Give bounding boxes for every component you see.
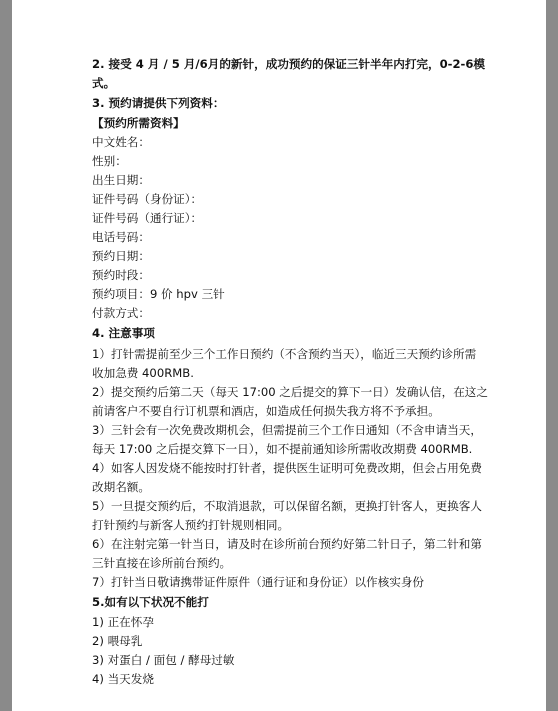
field-gender: 性别： [92, 154, 127, 168]
item-3-heading: 3. 预约请提供下列资料： [92, 96, 225, 110]
notice-line: 2）提交预约后第二天（每天 17:00 之后提交的算下一日）发确认信，在这之 [92, 385, 488, 399]
item-2-text-line-2: 式。 [92, 76, 116, 90]
field-birth-date: 出生日期： [92, 173, 150, 187]
field-appointment-date: 预约日期： [92, 249, 150, 263]
contraindication-item: 2) 喂母乳 [92, 634, 143, 648]
field-permit-number: 证件号码（通行证）： [92, 211, 203, 225]
notice-line: 5）一旦提交预约后，不取消退款，可以保留名额，更换打针客人，更换客人 [92, 499, 482, 513]
notice-line: 4）如客人因发烧不能按时打针者，提供医生证明可免费改期，但会占用免费 [92, 461, 482, 475]
field-id-number: 证件号码（身份证）： [92, 192, 203, 206]
field-phone: 电话号码： [92, 230, 150, 244]
notice-line: 每天 17:00 之后提交算下一日），如不提前通知诊所需收改期费 400RMB. [92, 442, 473, 456]
notice-line: 改期名额。 [92, 480, 150, 494]
required-info-subheading: 【预约所需资料】 [92, 116, 185, 130]
item-5-heading: 5.如有以下状况不能打 [92, 595, 209, 609]
item-4-heading: 4. 注意事项 [92, 326, 155, 340]
field-payment-method: 付款方式： [92, 306, 150, 320]
document-page [12, 0, 546, 711]
contraindication-item: 1) 正在怀孕 [92, 615, 154, 629]
field-appointment-time: 预约时段： [92, 268, 150, 282]
notice-line: 前请客户不要自行订机票和酒店，如造成任何损失我方将不予承担。 [92, 404, 440, 418]
notice-line: 1）打针需提前至少三个工作日预约（不含预约当天），临近三天预约诊所需 [92, 347, 477, 361]
notice-line: 6）在注射完第一针当日，请及时在诊所前台预约好第二针日子，第二针和第 [92, 537, 482, 551]
notice-line: 7）打针当日敬请携带证件原件（通行证和身份证）以作核实身份 [92, 575, 425, 589]
contraindication-item: 3) 对蛋白 / 面包 / 酵母过敏 [92, 653, 235, 667]
contraindication-item: 4) 当天发烧 [92, 672, 154, 686]
notice-line: 打针预约与新客人预约打针规则相同。 [92, 518, 290, 532]
notice-line: 收加急费 400RMB. [92, 366, 194, 380]
item-2-text-line-1: 2. 接受 4 月 / 5 月/6月的新针，成功预约的保证三针半年内打完，0-2-6模 [92, 57, 486, 71]
notice-line: 3）三针会有一次免费改期机会，但需提前三个工作日通知（不含申请当天， [92, 423, 482, 437]
field-chinese-name: 中文姓名： [92, 135, 150, 149]
field-appointment-item: 预约项目：9 价 hpv 三针 [92, 287, 225, 301]
notice-line: 三针直接在诊所前台预约。 [92, 556, 232, 570]
